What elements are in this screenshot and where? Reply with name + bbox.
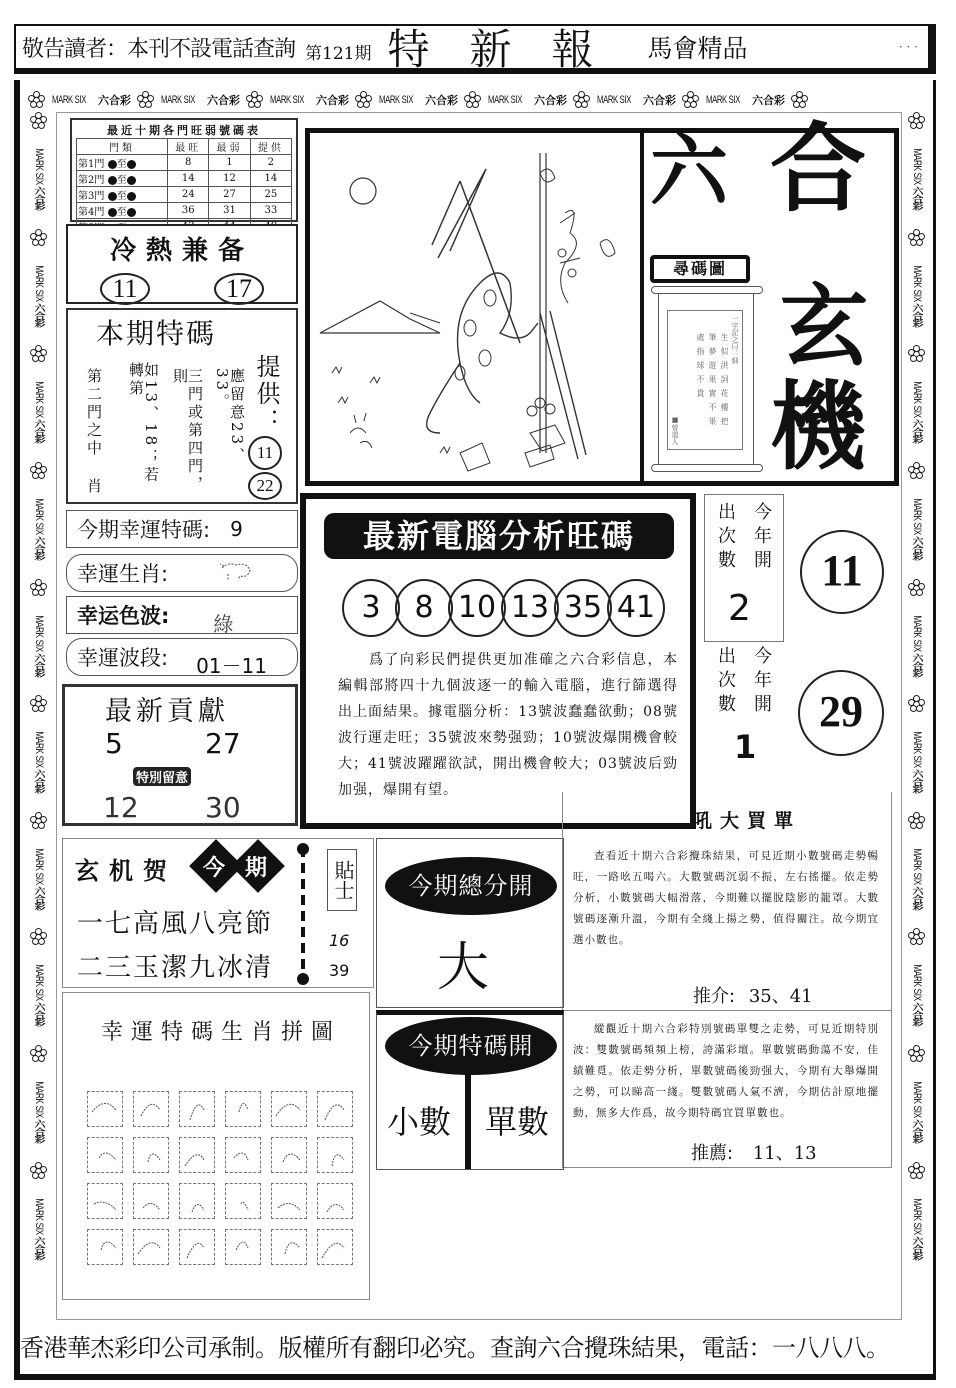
puzzle-tile <box>133 1091 169 1127</box>
odd-even-text: 縱觀近十期六合彩特別號碼單雙之走勢，可見近期特別波：雙數號碼頻頻上榜，誇滿彩壇。單數號碼動蕩不安，佳績難覓。依走勢分析，單數號碼後勁强大，今期有大舉爆開之勢，可以睇高一綫。雙數號碼人氣不濟，今期估計原地擺動，無多大作爲，故今期特碼宜買單數也。 <box>573 1023 879 1119</box>
puzzle-tile <box>271 1091 307 1127</box>
table-row <box>77 187 292 203</box>
ribbon-text: MARK SIX 六合彩 <box>33 964 46 1027</box>
analysis-numbers <box>342 579 660 637</box>
end-dot-icon <box>127 176 136 185</box>
recommend-row <box>691 1139 817 1165</box>
count-label-times: 出次數 <box>715 502 736 574</box>
analysis-body: 爲了向彩民們提供更加准確之六合彩信息，本編輯部將四十九個波逐一的輸入電腦，進行篩選得出上面結果。據電腦分析：13號波蠢蠢欲動；08號波行運走旺；35號波來勢强勁；10號波爆開機會較大；41號波躍躍欲試，開出機會較大；03號波后勁加强，爆開有望。 <box>338 652 678 798</box>
tip-cell: 2 <box>250 155 291 171</box>
ribbon-brand: 六合彩 <box>207 94 240 107</box>
puzzle-tile <box>87 1183 123 1219</box>
lucky-color-row <box>66 596 298 634</box>
special-open-value: 單數 <box>485 1103 550 1141</box>
lucky-special-row <box>66 510 298 548</box>
flower-icon <box>464 91 482 109</box>
flower-icon <box>137 91 155 109</box>
mystery-riddle-panel <box>62 838 374 988</box>
puzzle-tile <box>271 1229 307 1265</box>
count-label-year: 今年開 <box>751 502 772 574</box>
count-value: 1 <box>734 728 757 766</box>
count-value: 2 <box>728 588 751 629</box>
flower-icon <box>30 579 48 597</box>
leopard-drawing-icon <box>310 133 640 481</box>
count-label-times: 出次數 <box>715 646 736 718</box>
door-cell: 第2門 至 <box>77 171 168 187</box>
ribbon-text: MARK SIX 六合彩 <box>911 498 924 561</box>
special-open-panel <box>376 1010 564 1170</box>
flower-icon <box>791 91 809 109</box>
puzzle-tile <box>317 1137 353 1173</box>
mystery-title <box>75 851 177 886</box>
ribbon-text: MARK SIX 六合彩 <box>33 498 46 561</box>
flower-icon <box>908 579 926 597</box>
flower-icon <box>908 1162 926 1180</box>
puzzle-tile <box>271 1183 307 1219</box>
scroll-signature: ■曾道人 <box>671 416 679 445</box>
analysis-number-ball: 35 <box>554 579 612 637</box>
yearly-count-panel <box>702 494 898 794</box>
mystery-title-char: 贺 <box>143 856 177 885</box>
ribbon-text: MARK SIX 六合彩 <box>911 1197 924 1260</box>
zodiac-puzzle-panel <box>62 992 370 1300</box>
ribbon-brand: 六合彩 <box>425 94 458 107</box>
scroll-lines: 生似洪詞花樓把筆夢遊果實不果處指球不貴 <box>696 333 729 431</box>
flower-icon <box>30 812 48 830</box>
ribbon-text: MARK SIX <box>270 94 305 106</box>
start-dot-icon <box>108 192 117 201</box>
header-mark: · · · <box>898 40 918 54</box>
start-dot-icon <box>108 208 117 217</box>
title-char: 合 <box>770 113 866 225</box>
door-table <box>76 138 292 235</box>
cold-hot-title: 冷熱兼备 <box>109 236 254 266</box>
cold-hot-number: 11 <box>100 273 150 305</box>
flower-icon <box>30 112 48 130</box>
flower-icon <box>30 928 48 946</box>
lucky-zodiac-label: 幸運生肖: <box>77 562 169 586</box>
divider-end-dot <box>297 973 309 985</box>
flower-icon <box>908 928 926 946</box>
special-open-value: 小數 <box>387 1103 452 1141</box>
start-dot-icon <box>108 176 117 185</box>
puzzle-tile <box>317 1091 353 1127</box>
puzzle-tile <box>87 1137 123 1173</box>
cold-hot-number: 17 <box>214 273 264 305</box>
scroll-rod <box>651 464 763 472</box>
recommend-value: 35、41 <box>748 986 813 1007</box>
puzzle-tile <box>317 1183 353 1219</box>
cold-cell: 31 <box>209 203 250 219</box>
analysis-number-ball: 3 <box>342 579 400 637</box>
ribbon-brand: 六合彩 <box>643 94 676 107</box>
ribbon-text: MARK SIX 六合彩 <box>33 381 46 444</box>
door-cell: 第1門 至 <box>77 155 168 171</box>
flower-icon <box>355 91 373 109</box>
ribbon-text: MARK SIX 六合彩 <box>911 1081 924 1144</box>
special-text-col3: 三門或第四門，則 <box>171 368 204 494</box>
flower-icon <box>908 695 926 713</box>
contribution-number: 30 <box>205 791 241 824</box>
total-open-value: 大 <box>437 938 490 998</box>
puzzle-tile <box>179 1137 215 1173</box>
ribbon-text: MARK SIX <box>706 94 741 106</box>
contribution-number: 5 <box>105 727 123 760</box>
lucky-range-label: 幸運波段: <box>77 646 169 670</box>
special-title: 本期特碼 <box>96 317 217 350</box>
puzzle-tile <box>179 1091 215 1127</box>
provide-number: 11 <box>248 436 282 470</box>
ribbon-text: MARK SIX 六合彩 <box>911 264 924 327</box>
footer-copyright: 香港華杰彩印公司承制。版權所有翻印必究。查詢六合攪珠結果，電話：一八八八。 <box>20 1334 890 1362</box>
ribbon-text: MARK SIX 六合彩 <box>911 848 924 911</box>
scroll-side-text: 一字記之曰：細 <box>731 315 739 364</box>
flower-icon <box>908 462 926 480</box>
special-open-label: 今期特碼開 <box>385 1017 557 1075</box>
special-text-col1b: 肖 <box>85 478 103 496</box>
scroll-poem <box>667 310 743 450</box>
this-period-special-panel <box>66 308 298 504</box>
count-label-year: 今年開 <box>751 646 772 718</box>
puzzle-title: 幸運特碼生肖拼圖 <box>101 1020 342 1045</box>
flower-icon <box>908 812 926 830</box>
cold-cell: 12 <box>209 171 250 187</box>
puzzle-tile <box>225 1183 261 1219</box>
table-row <box>77 155 292 171</box>
ribbon-text: MARK SIX <box>379 94 414 106</box>
diamond-char: 今 <box>203 855 226 881</box>
recommend-row <box>693 982 813 1008</box>
table-title: 最近十期各門旺弱號碼表 <box>107 124 261 137</box>
lucky-zodiac-row <box>66 554 298 592</box>
lucky-special-value: 9 <box>230 517 243 541</box>
special-text-col1: 第二門之中 <box>85 368 103 458</box>
tip-cell: 14 <box>250 171 291 187</box>
door-cell: 第4門 至 <box>77 203 168 219</box>
ribbon-brand: 六合彩 <box>98 94 131 107</box>
flower-icon <box>246 91 264 109</box>
flower-icon <box>30 695 48 713</box>
lucky-range-row <box>66 638 298 676</box>
flower-icon <box>30 1045 48 1063</box>
puzzle-tile <box>179 1229 215 1265</box>
total-open-panel <box>376 838 564 1008</box>
lucky-range-value: 01－11 <box>196 653 267 678</box>
flower-icon <box>573 91 591 109</box>
special-text-col4: 應留意23、33。 <box>213 368 246 466</box>
title-char: 六 <box>650 127 729 217</box>
flower-icon <box>30 1162 48 1180</box>
table-row <box>77 171 292 187</box>
find-code-badge: 尋碼圖 <box>650 255 750 283</box>
tip-cell: 25 <box>250 187 291 203</box>
puzzle-tile <box>225 1091 261 1127</box>
hot-cell: 36 <box>168 203 209 219</box>
ribbon-text: MARK SIX 六合彩 <box>33 731 46 794</box>
tip-cell: 33 <box>250 203 291 219</box>
left-ribbon <box>26 112 52 1312</box>
ribbon-text: MARK SIX 六合彩 <box>33 848 46 911</box>
lucky-color-value: 綠 <box>213 613 234 636</box>
puzzle-tile <box>133 1183 169 1219</box>
top-ribbon <box>28 88 928 112</box>
hot-buy-panel <box>562 792 892 1012</box>
issue-number: 第121期 <box>305 43 372 64</box>
ribbon-text: MARK SIX 六合彩 <box>33 614 46 677</box>
ribbon-text: MARK SIX <box>488 94 523 106</box>
analysis-title: 最新電腦分析旺碼 <box>324 513 674 559</box>
ribbon-text: MARK SIX 六合彩 <box>33 1197 46 1260</box>
scroll-painting <box>658 291 754 471</box>
hot-buy-title: 吼大買單 <box>693 810 802 832</box>
hot-cell: 14 <box>168 171 209 187</box>
contribution-number: 12 <box>103 791 139 824</box>
tip-number: 16 <box>329 931 350 950</box>
lucky-color-label: 幸运色波: <box>77 604 170 628</box>
count-number: 11 <box>800 530 884 614</box>
tip-number: 39 <box>329 961 350 980</box>
right-ribbon <box>904 112 930 1322</box>
ribbon-text: MARK SIX <box>52 94 87 106</box>
zodiac-pictogram-icon <box>218 560 254 587</box>
flower-icon <box>908 345 926 363</box>
puzzle-tile <box>87 1091 123 1127</box>
end-dot-icon <box>127 208 136 217</box>
puzzle-tile <box>133 1137 169 1173</box>
end-dot-icon <box>127 192 136 201</box>
contribution-number: 27 <box>205 727 241 760</box>
mystery-title-char: 机 <box>109 856 143 885</box>
ribbon-text: MARK SIX 六合彩 <box>911 731 924 794</box>
analysis-number-ball: 8 <box>395 579 453 637</box>
cold-cell: 27 <box>209 187 250 203</box>
ribbon-text: MARK SIX 六合彩 <box>33 264 46 327</box>
flower-icon <box>682 91 700 109</box>
column-header: 提供 <box>250 139 291 155</box>
riddle-illustration <box>305 128 643 486</box>
puzzle-tile <box>87 1229 123 1265</box>
analysis-number-ball: 41 <box>607 579 665 637</box>
puzzle-grid <box>63 993 369 1299</box>
ribbon-text: MARK SIX 六合彩 <box>911 381 924 444</box>
start-dot-icon <box>108 160 117 169</box>
puzzle-tile <box>225 1229 261 1265</box>
puzzle-tile <box>133 1229 169 1265</box>
divider-end-dot <box>297 843 309 855</box>
ribbon-text: MARK SIX 六合彩 <box>33 148 46 211</box>
contribution-title: 最新貢獻 <box>105 696 229 727</box>
puzzle-tile <box>271 1137 307 1173</box>
analysis-number-ball: 13 <box>501 579 559 637</box>
title-char: 玄 <box>780 275 869 378</box>
flower-icon <box>908 1045 926 1063</box>
provide-label: 提供： <box>252 354 280 435</box>
scroll-rod <box>651 286 763 294</box>
six-mystery-title-panel <box>641 113 899 486</box>
analysis-number-ball: 10 <box>448 579 506 637</box>
hot-buy-text: 查看近十期六合彩攪珠結果，可見近期小數號碼走勢暢旺，一路吆五喝六。大數號碼沉弱不振，左右搖擺。依走勢分析，小數號碼大幅滑落，今期難以擺脫陰影的籠罩。大數號碼逐漸升溫，今期有全綫上揚之勢，值得關注。故今期宜選小數也。 <box>573 850 879 946</box>
column-header: 最旺 <box>168 139 209 155</box>
column-header: 最弱 <box>209 139 250 155</box>
ribbon-brand: 六合彩 <box>534 94 567 107</box>
riddle-line: 一七高風八亮節 <box>77 909 274 939</box>
door-cell: 第3門 至 <box>77 187 168 203</box>
cold-hot-panel <box>66 224 298 304</box>
ribbon-brand: 六合彩 <box>316 94 349 107</box>
total-open-label: 今期總分開 <box>385 857 557 915</box>
odd-even-panel <box>562 1010 892 1168</box>
flower-icon <box>908 112 926 130</box>
hot-cell: 24 <box>168 187 209 203</box>
mystery-title-char: 玄 <box>75 856 109 885</box>
flower-icon <box>30 345 48 363</box>
latest-contribution-panel <box>62 684 298 826</box>
end-dot-icon <box>127 160 136 169</box>
flower-icon <box>30 229 48 247</box>
lucky-special-label: 今期幸運特碼: <box>77 518 211 542</box>
computer-analysis-panel <box>300 493 696 829</box>
flower-icon <box>908 229 926 247</box>
ribbon-text: MARK SIX 六合彩 <box>33 1081 46 1144</box>
column-header: 門類 <box>77 139 168 155</box>
recommend-label: 推介: <box>693 986 736 1007</box>
riddle-line: 二三玉潔九冰清 <box>77 953 274 983</box>
ribbon-text: MARK SIX <box>597 94 632 106</box>
recommend-value: 11、13 <box>752 1143 817 1164</box>
ribbon-text: MARK SIX <box>161 94 196 106</box>
paper-subtitle: 馬會精品 <box>647 34 748 63</box>
door-hot-cold-table <box>70 118 298 222</box>
puzzle-tile <box>179 1183 215 1219</box>
provide-number: 22 <box>248 472 282 500</box>
ribbon-text: MARK SIX 六合彩 <box>911 148 924 211</box>
cold-cell: 1 <box>209 155 250 171</box>
dashed-divider <box>301 847 305 981</box>
ribbon-text: MARK SIX 六合彩 <box>911 614 924 677</box>
flower-icon <box>28 91 46 109</box>
puzzle-tile <box>225 1137 261 1173</box>
puzzle-tile <box>317 1229 353 1265</box>
paper-title: 特新報 <box>387 25 634 74</box>
special-attention-badge: 特別留意 <box>133 767 191 786</box>
title-char: 機 <box>770 371 866 483</box>
tip-label: 貼士 <box>327 849 357 911</box>
diamond-char: 期 <box>245 855 268 881</box>
table-row <box>77 203 292 219</box>
reader-notice: 敬告讀者：本刊不設電話查詢 <box>22 36 296 62</box>
count-number: 29 <box>798 670 884 756</box>
flower-icon <box>30 462 48 480</box>
recommend-label: 推薦: <box>691 1143 734 1164</box>
special-text-col2: 如13、18；若轉第 <box>127 362 160 485</box>
hot-cell: 8 <box>168 155 209 171</box>
ribbon-text: MARK SIX 六合彩 <box>911 964 924 1027</box>
divider <box>465 1073 471 1169</box>
ribbon-brand: 六合彩 <box>752 94 785 107</box>
masthead <box>14 24 936 74</box>
